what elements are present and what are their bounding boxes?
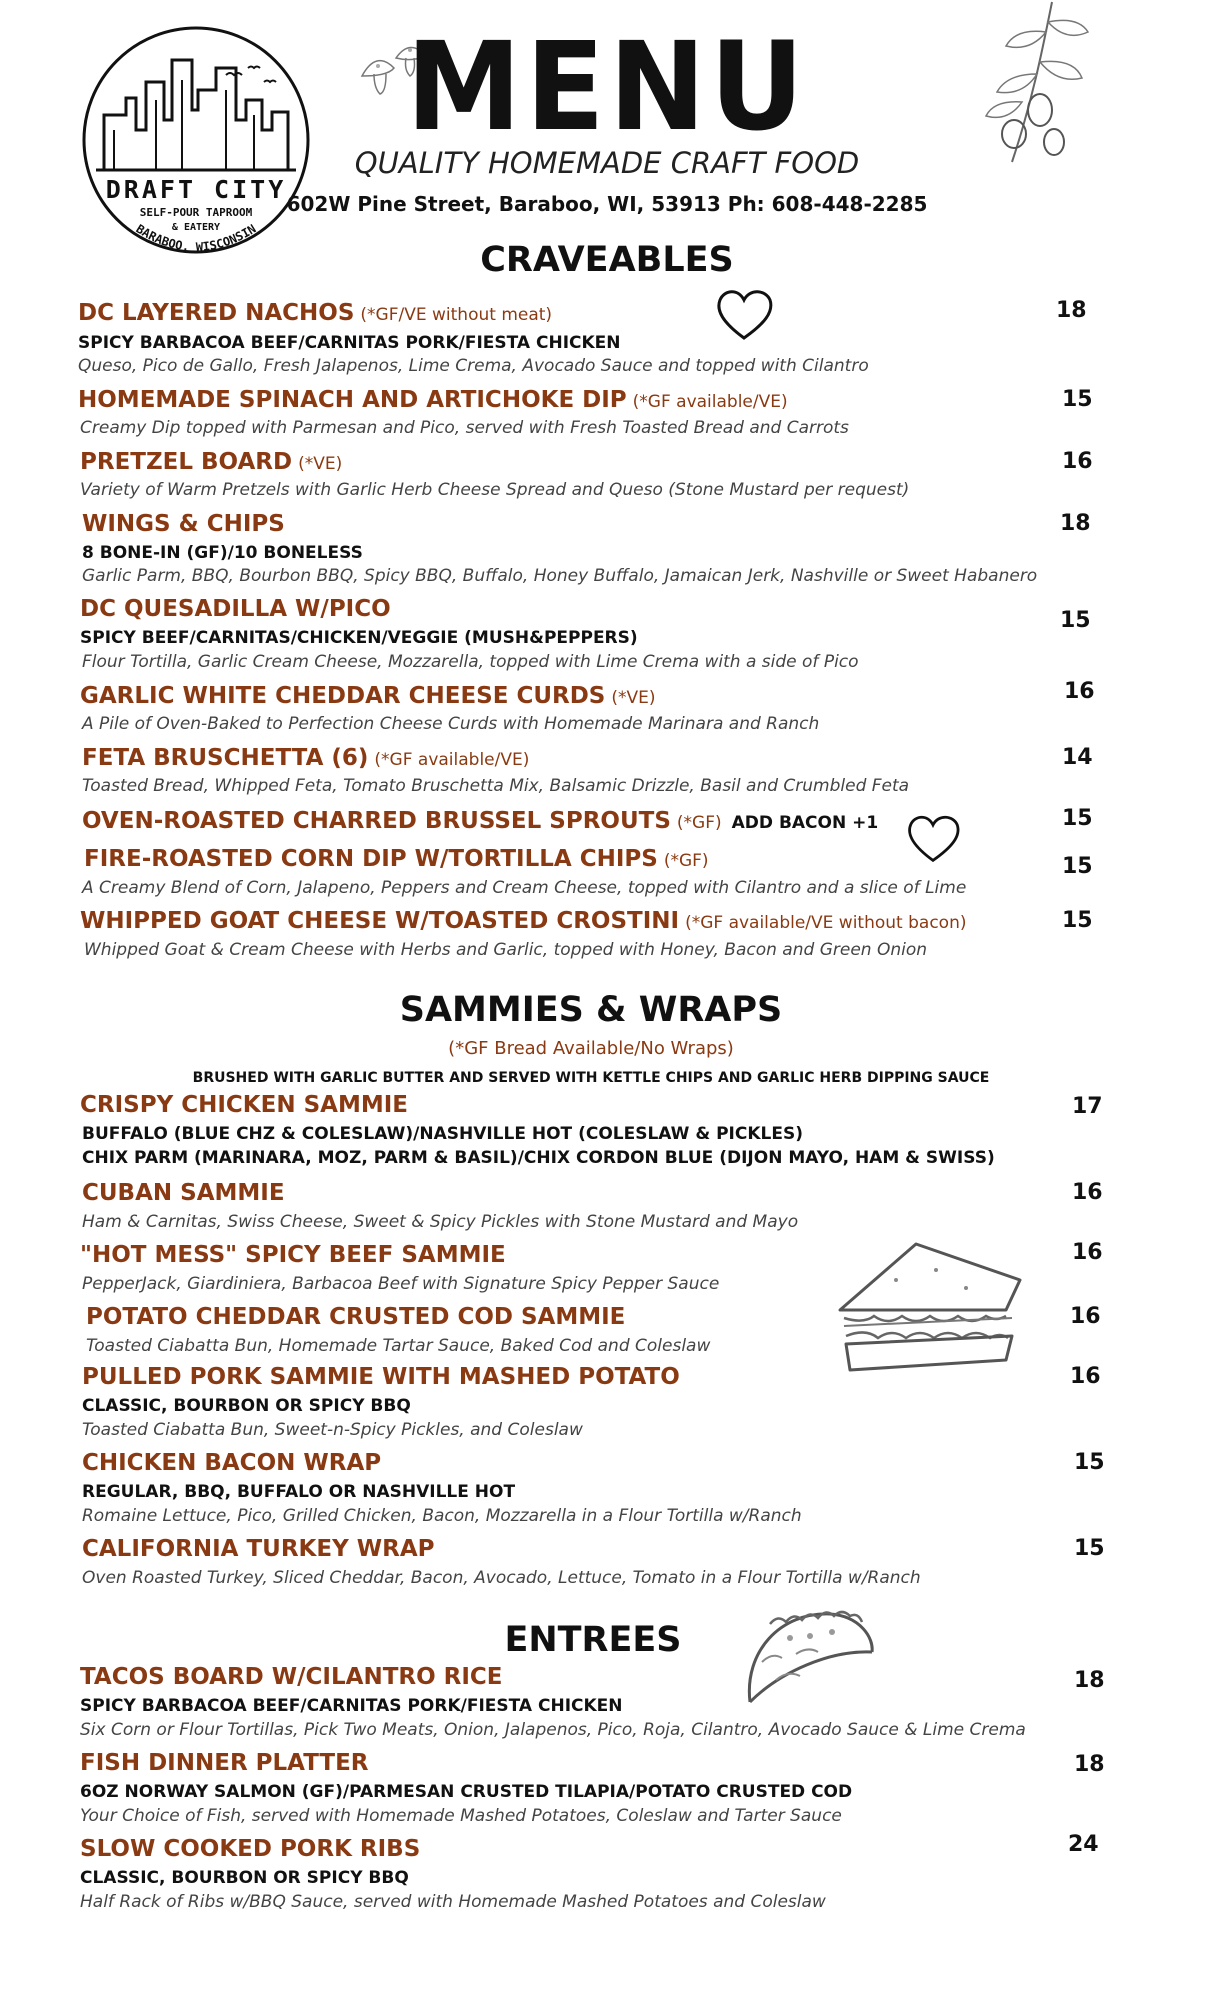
menu-item-description: Toasted Bread, Whipped Feta, Tomato Bruschetta Mix, Balsamic Drizzle, Basil and Crumbled Feta [82, 776, 910, 796]
menu-item-price: 16 [1064, 679, 1095, 704]
menu-item-description: Toasted Ciabatta Bun, Homemade Tartar Sauce, Baked Cod and Coleslaw [86, 1336, 711, 1356]
menu-item-description: Ham & Carnitas, Swiss Cheese, Sweet & Spicy Pickles with Stone Mustard and Mayo [82, 1212, 799, 1232]
address: 602W Pine Street, Baraboo, WI, 53913 Ph: 608-448-2285 [286, 192, 928, 216]
page-title: MENU [406, 16, 808, 159]
menu-item-options: SPICY BARBACOA BEEF/CARNITAS PORK/FIESTA CHICKEN [80, 1696, 623, 1716]
menu-item-name: WINGS & CHIPS [82, 511, 285, 537]
section-title-craveables: CRAVEABLES [480, 240, 734, 280]
menu-item-options: CLASSIC, BOURBON OR SPICY BBQ [82, 1396, 411, 1416]
menu-item-price: 17 [1072, 1094, 1103, 1119]
menu-item-name: WHIPPED GOAT CHEESE W/TOASTED CROSTINI (*GF available/VE without bacon) [80, 908, 967, 934]
menu-item-description: Flour Tortilla, Garlic Cream Cheese, Mozzarella, topped with Lime Crema with a side of Pico [82, 652, 859, 672]
menu-item-options: 8 BONE-IN (GF)/10 BONELESS [82, 543, 363, 563]
menu-item-name: DC QUESADILLA W/PICO [80, 596, 391, 622]
menu-item-name: PRETZEL BOARD (*VE) [80, 449, 343, 475]
menu-item-name: HOMEMADE SPINACH AND ARTICHOKE DIP (*GF available/VE) [78, 387, 788, 413]
menu-item-description: Romaine Lettuce, Pico, Grilled Chicken, Bacon, Mozzarella in a Flour Tortilla w/Ranch [82, 1506, 802, 1526]
menu-item-description: Toasted Ciabatta Bun, Sweet-n-Spicy Pickles, and Coleslaw [82, 1420, 583, 1440]
menu-item-price: 16 [1070, 1364, 1101, 1389]
menu-item-name: FISH DINNER PLATTER [80, 1750, 369, 1776]
menu-item-price: 18 [1074, 1752, 1105, 1777]
heart-icon [905, 810, 961, 866]
menu-item-description: Six Corn or Flour Tortillas, Pick Two Meats, Onion, Jalapenos, Pico, Roja, Cilantro, Avocado Sauce & Lime Crema [80, 1720, 1026, 1740]
menu-item-description: Whipped Goat & Cream Cheese with Herbs and Garlic, topped with Honey, Bacon and Green Onion [84, 940, 928, 960]
menu-item-price: 15 [1062, 806, 1093, 831]
menu-item-price: 16 [1070, 1304, 1101, 1329]
logo-name: DRAFT CITY [105, 175, 287, 204]
menu-item-name: CALIFORNIA TURKEY WRAP [82, 1536, 435, 1562]
menu-item-name: OVEN-ROASTED CHARRED BRUSSEL SPROUTS (*GF) ADD BACON +1 [82, 808, 879, 834]
logo-line2: SELF-POUR TAPROOM [139, 206, 253, 219]
menu-item-price: 16 [1062, 449, 1093, 474]
menu-item-description: A Pile of Oven-Baked to Perfection Cheese Curds with Homemade Marinara and Ranch [82, 714, 820, 734]
menu-item-name: FIRE-ROASTED CORN DIP W/TORTILLA CHIPS (*GF) [84, 846, 709, 872]
logo-line3: & EATERY [171, 222, 221, 233]
menu-item-description: PepperJack, Giardiniera, Barbacoa Beef with Signature Spicy Pepper Sauce [82, 1274, 720, 1294]
taco-icon [740, 1602, 880, 1712]
menu-item-price: 15 [1062, 908, 1093, 933]
sammies-served-note: BRUSHED WITH GARLIC BUTTER AND SERVED WITH KETTLE CHIPS AND GARLIC HERB DIPPING SAUCE [192, 1070, 990, 1086]
menu-item-name: POTATO CHEDDAR CRUSTED COD SAMMIE [86, 1304, 626, 1330]
menu-item-price: 15 [1062, 854, 1093, 879]
menu-item-description: Variety of Warm Pretzels with Garlic Herb Cheese Spread and Queso (Stone Mustard per request) [80, 480, 910, 500]
menu-item-price: 16 [1072, 1180, 1103, 1205]
menu-item-price: 18 [1074, 1668, 1105, 1693]
menu-item-price: 24 [1068, 1832, 1099, 1857]
menu-item-price: 14 [1062, 745, 1093, 770]
menu-item-options: CHIX PARM (MARINARA, MOZ, PARM & BASIL)/CHIX CORDON BLUE (DIJON MAYO, HAM & SWISS) [82, 1148, 995, 1168]
menu-item-name: FETA BRUSCHETTA (6) (*GF available/VE) [82, 745, 530, 771]
menu-item-name: PULLED PORK SAMMIE WITH MASHED POTATO [82, 1364, 680, 1390]
menu-item-description: Queso, Pico de Gallo, Fresh Jalapenos, Lime Crema, Avocado Sauce and topped with Cilantro [78, 356, 869, 376]
menu-item-price: 18 [1060, 511, 1091, 536]
menu-item-name: CRISPY CHICKEN SAMMIE [80, 1092, 408, 1118]
menu-item-options: 6OZ NORWAY SALMON (GF)/PARMESAN CRUSTED TILAPIA/POTATO CRUSTED COD [80, 1782, 853, 1802]
menu-item-name: DC LAYERED NACHOS (*GF/VE without meat) [78, 300, 553, 326]
heart-icon [714, 286, 774, 342]
section-title-entrees: ENTREES [504, 1620, 682, 1660]
logo-arc-text: BARABOO, WISCONSIN [133, 221, 259, 255]
tagline: QUALITY HOMEMADE CRAFT FOOD [354, 146, 860, 180]
menu-item-description: Your Choice of Fish, served with Homemade Mashed Potatoes, Coleslaw and Tarter Sauce [80, 1806, 842, 1826]
menu-item-name: CUBAN SAMMIE [82, 1180, 285, 1206]
menu-item-price: 15 [1074, 1536, 1105, 1561]
menu-item-options: REGULAR, BBQ, BUFFALO OR NASHVILLE HOT [82, 1482, 516, 1502]
menu-item-name: SLOW COOKED PORK RIBS [80, 1836, 421, 1862]
menu-item-name: "HOT MESS" SPICY BEEF SAMMIE [80, 1242, 506, 1268]
menu-item-price: 15 [1062, 387, 1093, 412]
menu-item-description: Half Rack of Ribs w/BBQ Sauce, served with Homemade Mashed Potatoes and Coleslaw [80, 1892, 826, 1912]
menu-item-options: BUFFALO (BLUE CHZ & COLESLAW)/NASHVILLE HOT (COLESLAW & PICKLES) [82, 1124, 803, 1144]
sammies-gf-note: (*GF Bread Available/No Wraps) [448, 1038, 734, 1059]
menu-item-options: SPICY BEEF/CARNITAS/CHICKEN/VEGGIE (MUSH&PEPPERS) [80, 628, 638, 648]
menu-item-description: Oven Roasted Turkey, Sliced Cheddar, Bacon, Avocado, Lettuce, Tomato in a Flour Tortilla w/Ranch [82, 1568, 921, 1588]
menu-item-options: SPICY BARBACOA BEEF/CARNITAS PORK/FIESTA CHICKEN [78, 333, 621, 353]
menu-item-price: 15 [1074, 1450, 1105, 1475]
menu-item-price: 16 [1072, 1240, 1103, 1265]
section-title-sammies: SAMMIES & WRAPS [399, 990, 783, 1030]
menu-item-name: GARLIC WHITE CHEDDAR CHEESE CURDS (*VE) [80, 683, 656, 709]
menu-item-price: 15 [1060, 608, 1091, 633]
menu-item-description: A Creamy Blend of Corn, Jalapeno, Peppers and Cream Cheese, topped with Cilantro and a slice of Lime [82, 878, 967, 898]
sandwich-icon [836, 1240, 1026, 1390]
menu-item-name: TACOS BOARD W/CILANTRO RICE [80, 1664, 503, 1690]
menu-item-options: CLASSIC, BOURBON OR SPICY BBQ [80, 1868, 409, 1888]
menu-item-description: Creamy Dip topped with Parmesan and Pico, served with Fresh Toasted Bread and Carrots [80, 418, 849, 438]
menu-item-description: Garlic Parm, BBQ, Bourbon BBQ, Spicy BBQ, Buffalo, Honey Buffalo, Jamaican Jerk, Nashville or Sweet Habanero [82, 566, 1038, 586]
menu-item-price: 18 [1056, 298, 1087, 323]
menu-item-name: CHICKEN BACON WRAP [82, 1450, 382, 1476]
